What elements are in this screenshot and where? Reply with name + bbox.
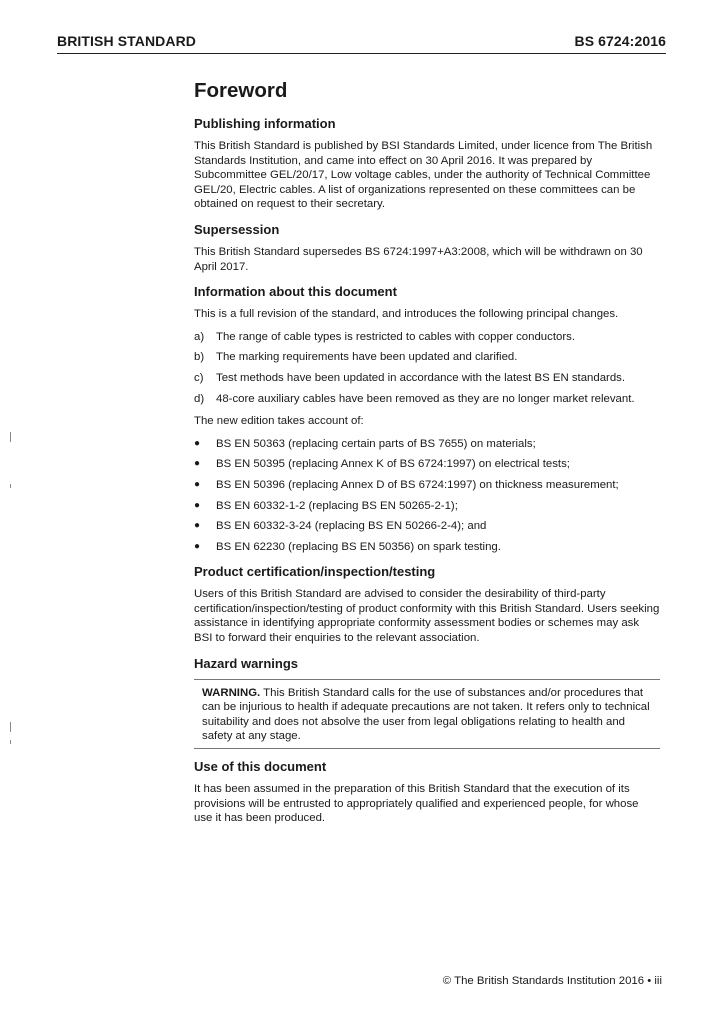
bullet-icon: ●: [194, 499, 201, 511]
information-section: [194, 284, 660, 554]
standards-list: [194, 437, 660, 555]
use-text: It has been assumed in the preparation of this British Standard that the execution of its provisions will be entrusted to appropriately qualified and experienced people, for whose use it has been produced.: [194, 783, 639, 825]
list-item: [194, 519, 660, 534]
warning-box: [194, 679, 660, 749]
list-item-text: Test methods have been updated in accordance with the latest BS EN standards.: [216, 371, 626, 384]
list-item-text: BS EN 60332-3-24 (replacing BS EN 50266-2-4); and: [216, 520, 487, 533]
certification-section: [194, 564, 660, 645]
list-marker: c): [194, 371, 204, 384]
margin-mark: [10, 740, 11, 744]
supersession-text: This British Standard supersedes BS 6724:1997+A3:2008, which will be withdrawn on 30 April 2017.: [194, 245, 643, 273]
list-marker: d): [194, 392, 205, 405]
list-item-text: The marking requirements have been updated and clarified.: [216, 351, 518, 364]
changes-list: [194, 330, 660, 406]
publishing-text: This British Standard is published by BSI Standards Limited, under licence from The British Standards Institution, and came into effect on 30 April 2016. It was prepared by Subcommittee GEL/20/17, Low voltage cables, under the authority of Technical Committee GEL/20, Electric cables. A list of organizations represented on these committees can be obtained on request to their secretary.: [194, 140, 653, 211]
list-item-text: BS EN 50363 (replacing certain parts of BS 7655) on materials;: [216, 437, 536, 450]
header-publisher: BRITISH STANDARD: [57, 33, 197, 49]
publishing-heading: Publishing information: [194, 116, 336, 131]
list-item: [194, 392, 660, 407]
bullet-icon: ●: [194, 540, 201, 552]
margin-mark: [10, 432, 11, 442]
header-rule: [57, 53, 666, 54]
page-title: Foreword: [194, 79, 288, 102]
publishing-section: [194, 116, 660, 212]
list-item-text: BS EN 50396 (replacing Annex D of BS 6724:1997) on thickness measurement;: [216, 478, 619, 491]
list-item-text: BS EN 62230 (replacing BS EN 50356) on spark testing.: [216, 540, 501, 553]
information-intro: This is a full revision of the standard, and introduces the following principal changes.: [194, 308, 619, 321]
header-standard-number: BS 6724:2016: [574, 33, 666, 49]
hazard-section: [194, 656, 660, 749]
page-footer: © The British Standards Institution 2016 • iii: [442, 975, 662, 987]
list-item: [194, 457, 660, 472]
supersession-section: [194, 222, 660, 274]
list-item: [194, 330, 660, 345]
warning-label: WARNING.: [202, 686, 261, 699]
warning-text: This British Standard calls for the use of substances and/or procedures that can be injurious to health if adequate precautions are not taken. It refers only to technical suitability and does not absolve the user from legal obligations relating to health and safety at any stage.: [202, 686, 650, 743]
list-item: [194, 350, 660, 365]
hazard-heading: Hazard warnings: [194, 655, 299, 671]
certification-text: Users of this British Standard are advised to consider the desirability of third-party certification/inspection/testing of product conformity with this British Standard. Users seeking assistance in identifying appropriate conformity assessment bodies or schemes may ask BSI to forward their enquiries to the relevant association.: [194, 588, 660, 645]
list-item-text: BS EN 50395 (replacing Annex K of BS 6724:1997) on electrical tests;: [216, 458, 570, 471]
certification-heading: Product certification/inspection/testing: [194, 564, 436, 580]
bullet-icon: ●: [194, 478, 201, 490]
list-item: [194, 371, 660, 386]
list-marker: b): [194, 351, 205, 364]
use-heading: Use of this document: [194, 759, 327, 775]
list-item: [194, 499, 660, 514]
bullet-icon: ●: [194, 458, 201, 470]
list-item-text: The range of cable types is restricted to cables with copper conductors.: [216, 330, 575, 343]
page-header: [57, 33, 666, 53]
use-section: [194, 759, 660, 826]
list-item: [194, 478, 660, 493]
bullet-icon: ●: [194, 437, 201, 449]
list-marker: a): [194, 330, 205, 343]
bullet-icon: ●: [194, 520, 201, 532]
margin-mark: [10, 722, 11, 732]
list-item-text: 48-core auxiliary cables have been removed as they are no longer market relevant.: [216, 392, 635, 405]
list-item: [194, 540, 660, 555]
supersession-heading: Supersession: [194, 221, 280, 237]
information-heading: Information about this document: [194, 284, 397, 300]
new-edition-intro: The new edition takes account of:: [194, 415, 364, 428]
list-item-text: BS EN 60332-1-2 (replacing BS EN 50265-2-1);: [216, 499, 458, 512]
document-body: [194, 78, 660, 836]
list-item: [194, 437, 660, 452]
margin-mark: [10, 484, 11, 488]
